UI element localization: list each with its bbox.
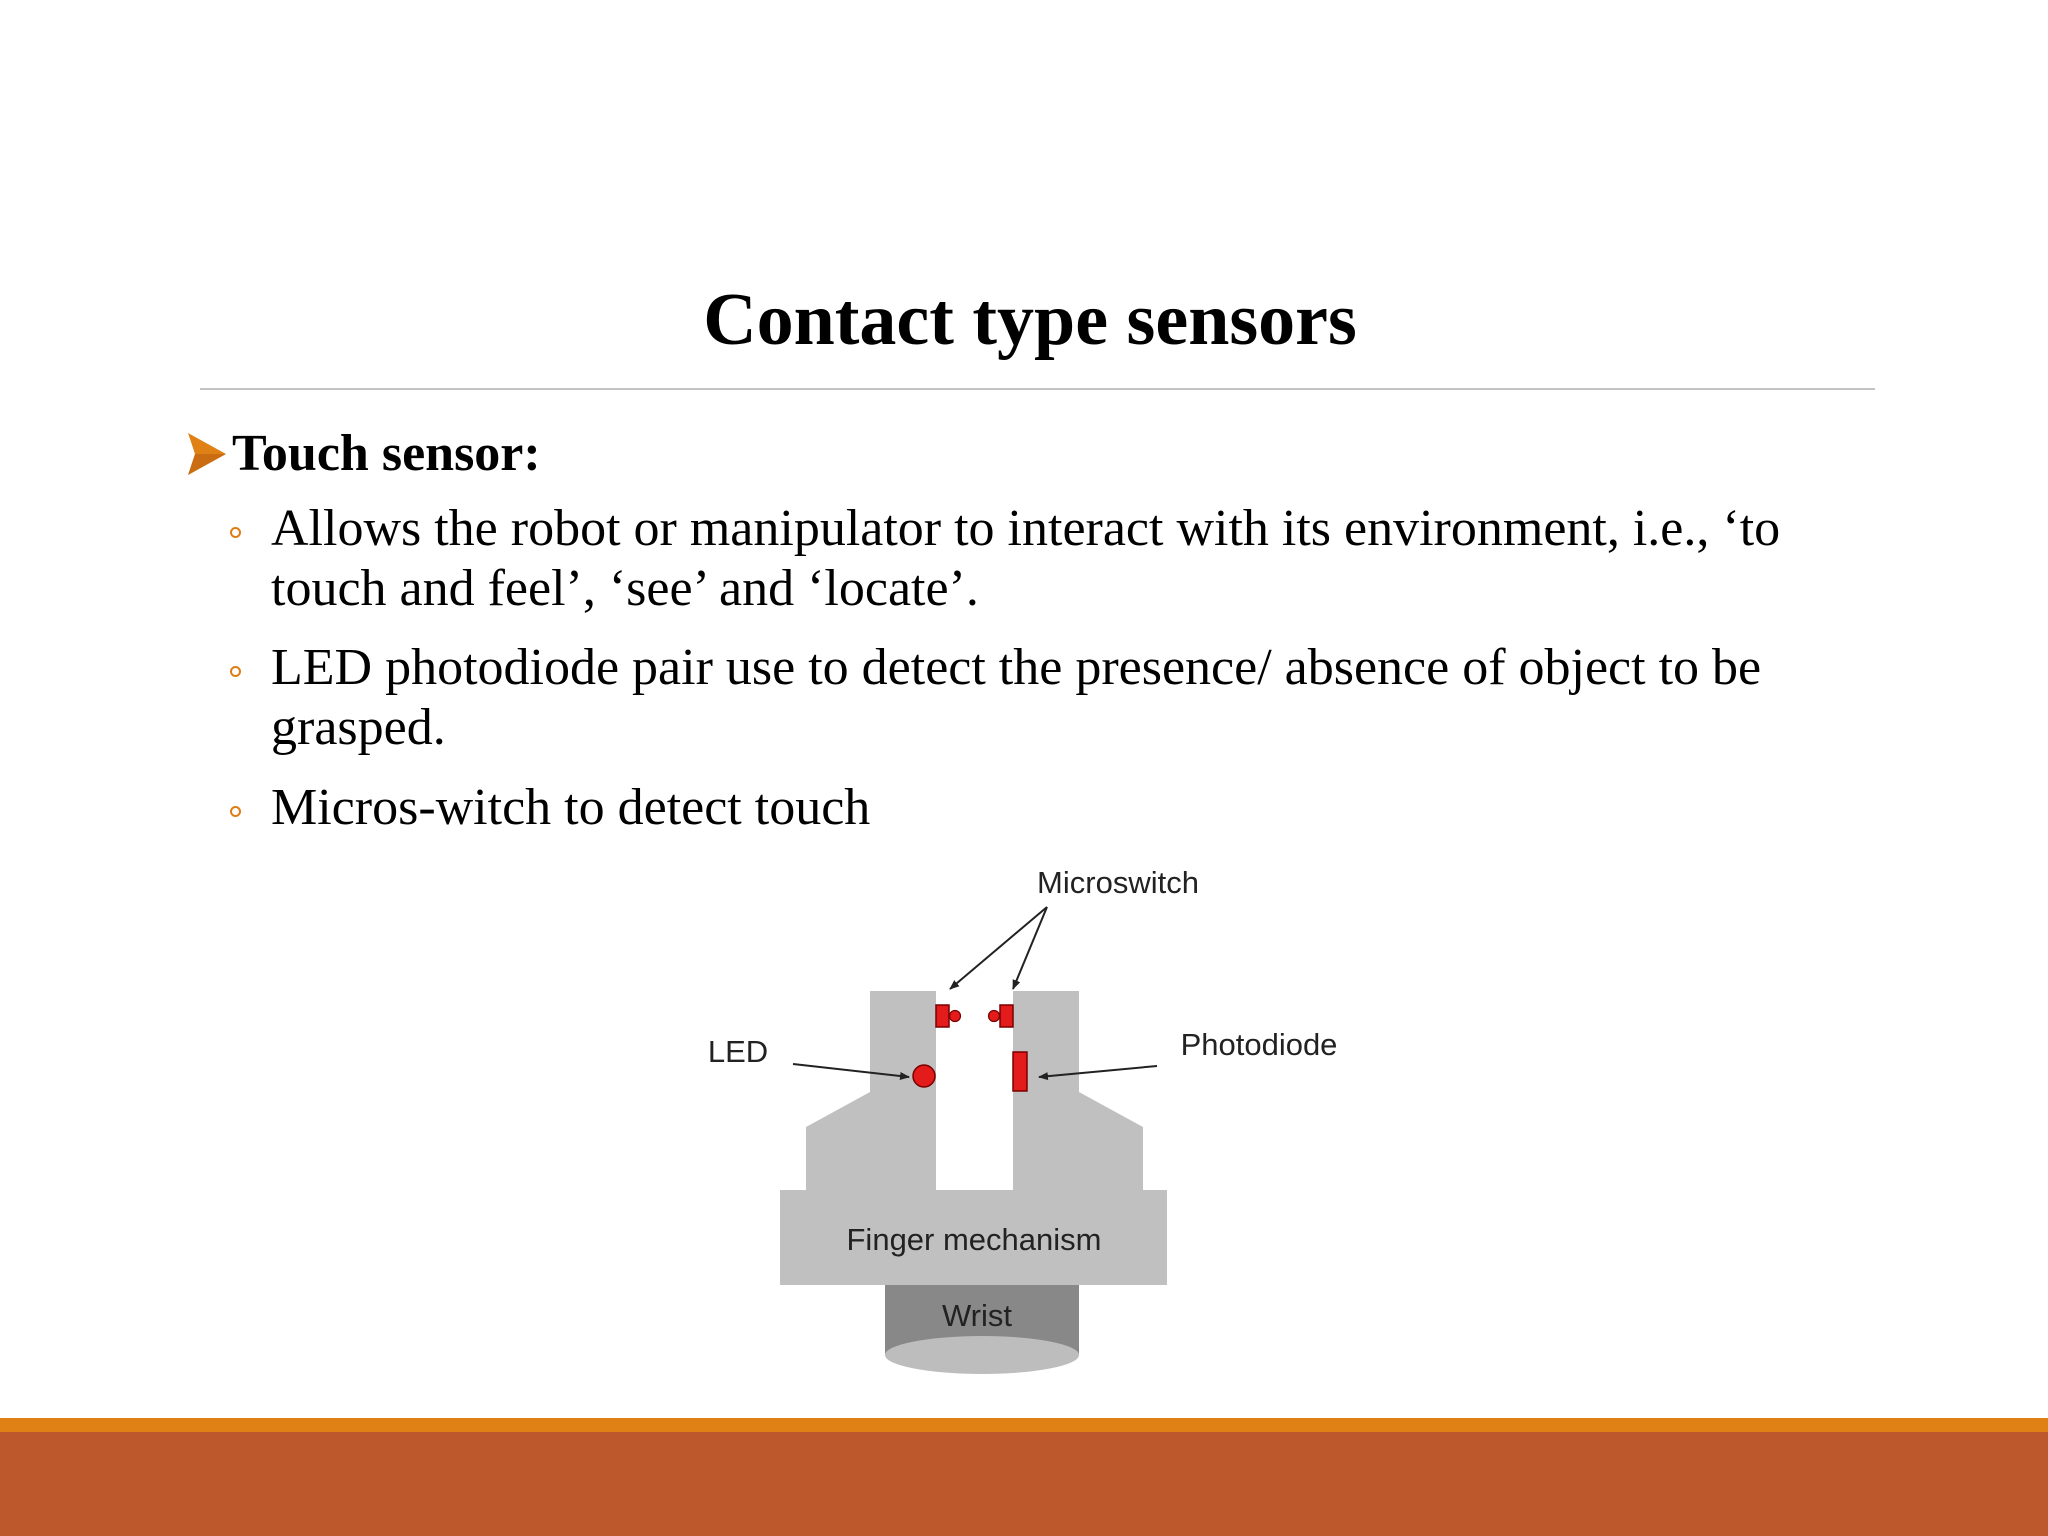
- section-heading: [186, 416, 541, 492]
- right-finger: [1013, 991, 1143, 1190]
- bullet-text: LED photodiode pair use to detect the presence/ absence of object to be grasped.: [271, 639, 1762, 756]
- bullet-marker-icon: [230, 527, 241, 538]
- footer-band: [0, 1432, 2048, 1536]
- slide-title: Contact type sensors: [703, 279, 1357, 361]
- bullet-marker-icon: [230, 666, 241, 677]
- led-emitter: [913, 1065, 935, 1087]
- wrist-label: Wrist: [941, 1298, 1013, 1333]
- title-divider: [200, 388, 1875, 390]
- photodiode-label: Photodiode: [1180, 1027, 1338, 1062]
- section-heading-label: Touch sensor:: [232, 425, 541, 482]
- photodiode-receiver: [1013, 1052, 1027, 1091]
- microswitch-left-arrow: [950, 907, 1047, 989]
- left-finger: [806, 991, 936, 1190]
- bullet-marker-icon: [230, 806, 241, 817]
- right-microswitch: [989, 1005, 1014, 1027]
- microswitch-label: Microswitch: [1037, 865, 1199, 900]
- bullet-text: Allows the robot or manipulator to interact with its environment, i.e., ‘to touch and feel’, ‘see’ and ‘locate’.: [271, 500, 1781, 617]
- footer-accent-stripe: [0, 1418, 2048, 1432]
- led-label: LED: [707, 1034, 769, 1069]
- finger-mechanism-label: Finger mechanism: [846, 1222, 1102, 1257]
- microswitch-right-arrow: [1013, 907, 1047, 989]
- arrow-bullet-icon: [186, 430, 228, 478]
- touch-sensor-diagram: [690, 855, 1380, 1385]
- bullet-text: Micros-witch to detect touch: [271, 779, 871, 836]
- left-microswitch: [936, 1005, 961, 1027]
